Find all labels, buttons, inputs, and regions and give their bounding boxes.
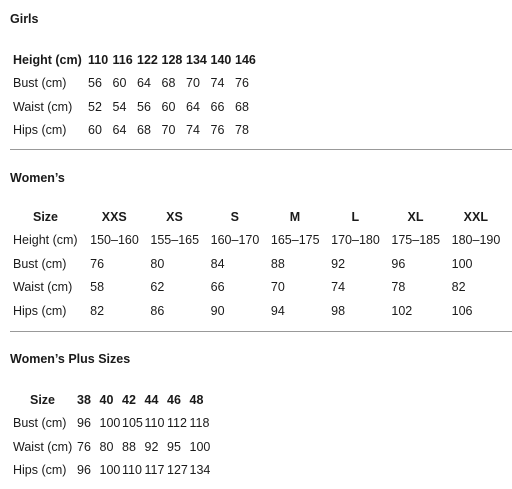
table-cell: 82 [90, 303, 105, 318]
table-cell: 76 [77, 439, 91, 454]
table-cell: 64 [112, 123, 127, 138]
girls-section-title: Girls [10, 12, 39, 26]
header-cell: 42 [122, 392, 136, 407]
table-row [10, 459, 212, 483]
table-cell: 180–190 [451, 233, 501, 248]
table-cell: 70 [186, 76, 200, 91]
table-cell: 58 [90, 280, 105, 295]
table-cell: 56 [137, 99, 151, 114]
header-cell: 38 [77, 392, 91, 407]
table-cell: 76 [90, 256, 105, 271]
plus-section-title: Women’s Plus Sizes [10, 352, 131, 366]
plus-size-table [10, 388, 212, 482]
header-cell: 46 [167, 392, 181, 407]
table-cell: 110 [144, 416, 165, 431]
table-cell: 88 [270, 256, 285, 271]
table-cell: 94 [270, 303, 285, 318]
table-cell: 96 [391, 256, 406, 271]
row-label: Waist (cm) [13, 280, 73, 295]
table-cell: 78 [391, 280, 406, 295]
table-cell: 106 [451, 303, 473, 318]
table-cell: 165–175 [270, 233, 320, 248]
header-cell: 122 [137, 52, 158, 67]
header-cell: XL [407, 209, 424, 224]
table-cell: 78 [235, 123, 249, 138]
table-header-row [10, 388, 212, 412]
table-header-row [10, 48, 260, 72]
table-cell: 102 [391, 303, 413, 318]
table-row [10, 229, 512, 253]
header-cell: 44 [144, 392, 159, 407]
table-cell: 86 [150, 303, 165, 318]
section-divider [10, 331, 512, 332]
header-cell: L [351, 209, 360, 224]
row-label: Height (cm) [13, 233, 78, 248]
header-cell: Size [33, 209, 59, 224]
header-cell: S [230, 209, 239, 224]
table-row [10, 119, 260, 143]
row-label: Hips (cm) [13, 303, 67, 318]
row-label: Bust (cm) [13, 256, 67, 271]
table-cell: 80 [99, 439, 114, 454]
table-cell: 160–170 [210, 233, 260, 248]
table-cell: 54 [112, 99, 127, 114]
table-cell: 100 [99, 416, 121, 431]
header-cell: 110 [88, 52, 109, 67]
table-cell: 92 [331, 256, 346, 271]
table-cell: 110 [122, 463, 142, 478]
table-cell: 92 [144, 439, 159, 454]
row-label: Bust (cm) [13, 76, 67, 91]
table-cell: 105 [122, 416, 143, 431]
table-row [10, 435, 212, 459]
table-row [10, 95, 260, 119]
table-cell: 98 [331, 303, 346, 318]
header-cell: 146 [235, 52, 256, 67]
table-cell: 74 [331, 280, 346, 295]
table-cell: 64 [186, 99, 200, 114]
row-label: Waist (cm) [13, 99, 73, 114]
table-cell: 74 [186, 123, 200, 138]
table-cell: 68 [161, 76, 176, 91]
table-row [10, 412, 212, 436]
table-cell: 66 [210, 99, 225, 114]
women-section-title: Women’s [10, 171, 65, 185]
table-cell: 64 [137, 76, 151, 91]
table-cell: 70 [161, 123, 176, 138]
row-label: Bust (cm) [13, 416, 67, 431]
table-cell: 60 [88, 123, 102, 138]
table-cell: 82 [451, 280, 466, 295]
table-row [10, 276, 512, 300]
table-cell: 96 [77, 416, 91, 431]
table-cell: 127 [167, 463, 188, 478]
table-cell: 100 [451, 256, 473, 271]
table-cell: 134 [189, 463, 211, 478]
table-cell: 84 [210, 256, 225, 271]
table-cell: 80 [150, 256, 165, 271]
header-cell: Height (cm) [13, 52, 82, 67]
header-cell: 134 [186, 52, 207, 67]
header-cell: 40 [99, 392, 114, 407]
girls-size-table [10, 48, 260, 142]
header-cell: 140 [210, 52, 232, 67]
table-cell: 112 [167, 416, 187, 431]
header-cell: XXS [101, 209, 127, 224]
table-cell: 96 [77, 463, 91, 478]
table-cell: 100 [189, 439, 211, 454]
table-cell: 90 [210, 303, 225, 318]
table-cell: 155–165 [150, 233, 200, 248]
table-cell: 150–160 [90, 233, 139, 248]
header-cell: 48 [189, 392, 204, 407]
row-label: Waist (cm) [13, 439, 73, 454]
table-cell: 62 [150, 280, 165, 295]
table-row [10, 299, 512, 323]
table-cell: 52 [88, 99, 102, 114]
section-divider [10, 149, 512, 150]
header-cell: XS [166, 209, 183, 224]
row-label: Hips (cm) [13, 463, 67, 478]
header-cell: 128 [161, 52, 183, 67]
table-header-row [10, 205, 512, 229]
table-cell: 100 [99, 463, 121, 478]
table-cell: 76 [235, 76, 249, 91]
women-size-table [10, 205, 512, 323]
table-cell: 118 [189, 416, 210, 431]
header-cell: 116 [112, 52, 133, 67]
table-cell: 117 [144, 463, 165, 478]
table-cell: 68 [235, 99, 249, 114]
table-cell: 66 [210, 280, 225, 295]
header-cell: M [289, 209, 301, 224]
table-cell: 60 [112, 76, 127, 91]
table-cell: 74 [210, 76, 225, 91]
table-cell: 170–180 [331, 233, 380, 248]
header-cell: Size [30, 392, 56, 407]
table-row [10, 72, 260, 96]
table-cell: 76 [210, 123, 225, 138]
table-cell: 70 [270, 280, 285, 295]
table-cell: 95 [167, 439, 181, 454]
table-row [10, 252, 512, 276]
header-cell: XXL [463, 209, 488, 224]
table-cell: 175–185 [391, 233, 441, 248]
table-cell: 56 [88, 76, 102, 91]
row-label: Hips (cm) [13, 123, 67, 138]
table-cell: 60 [161, 99, 176, 114]
table-cell: 68 [137, 123, 151, 138]
table-cell: 88 [122, 439, 136, 454]
